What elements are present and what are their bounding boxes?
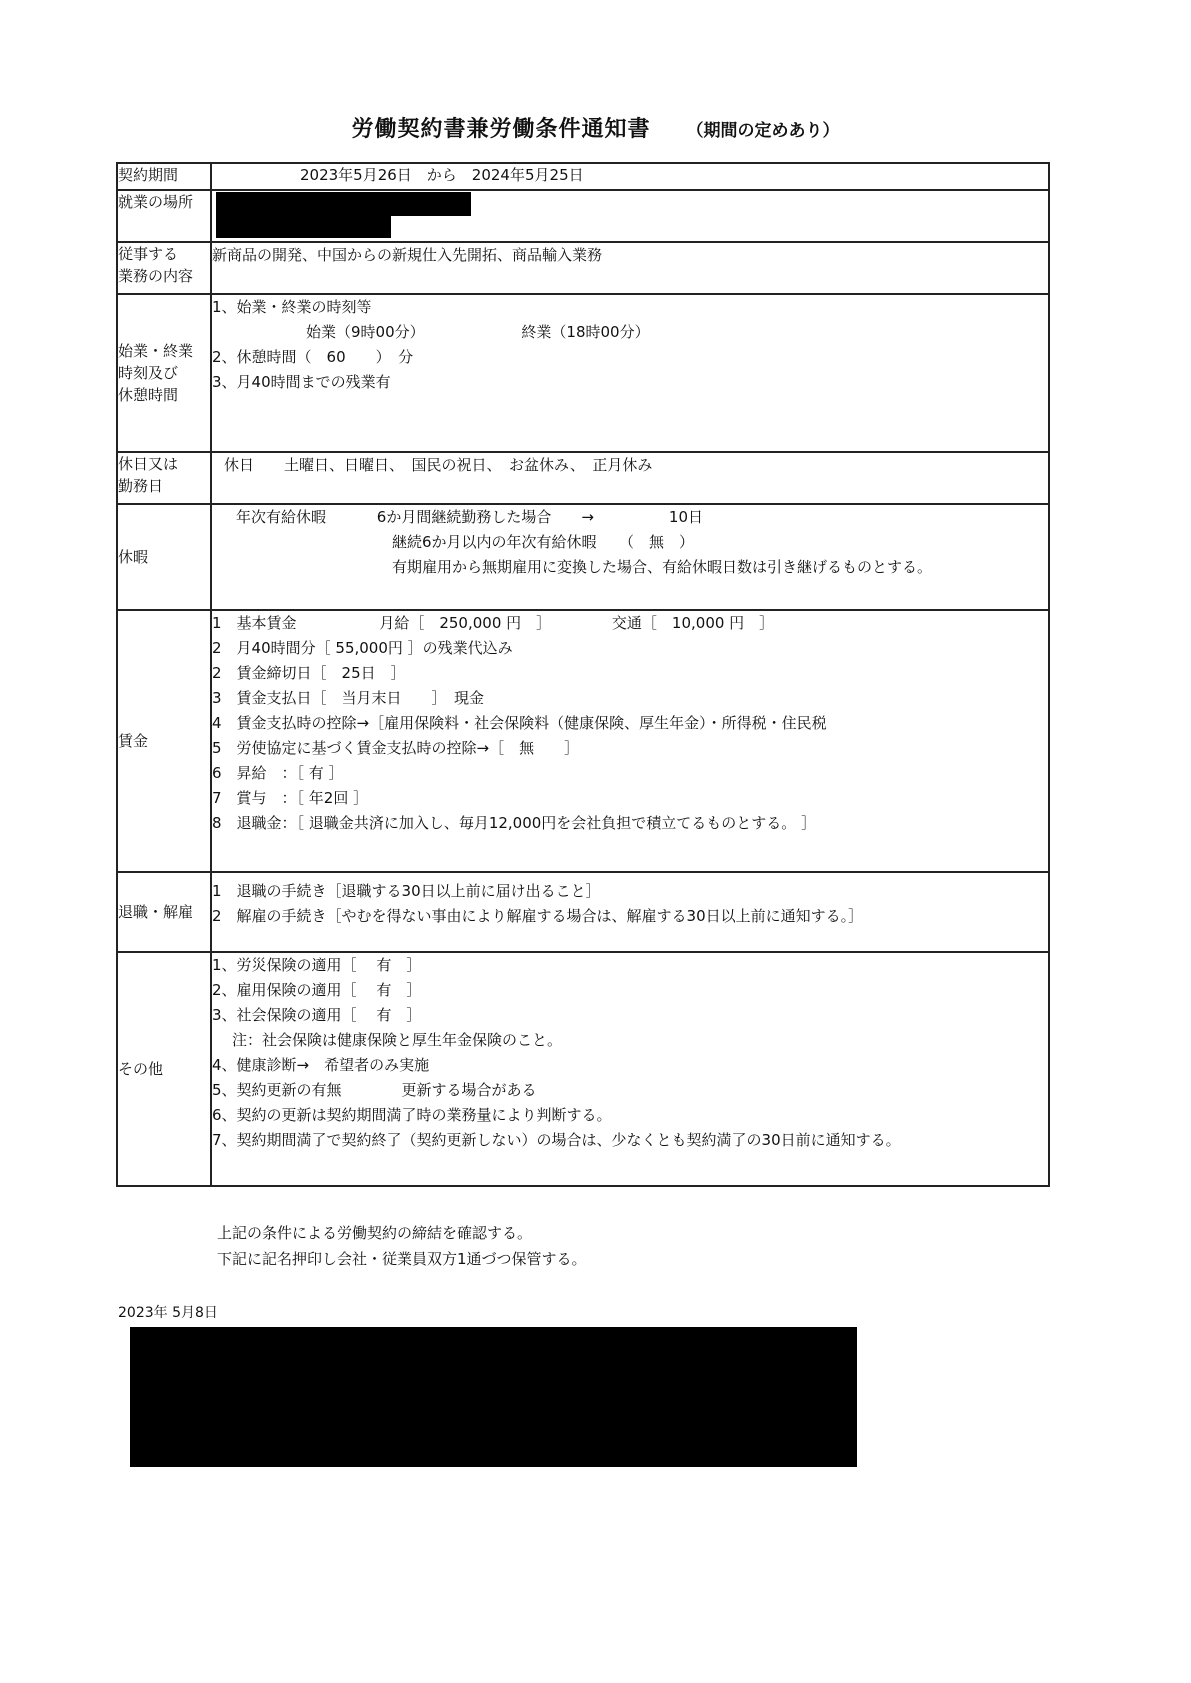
duty-value: 新商品の開発、中国からの新規仕入先開拓、商品輸入業務 <box>212 246 603 264</box>
hours-end: 終業（18時00分） <box>521 323 650 341</box>
leave-annual-label: 年次有給休暇 <box>236 508 327 526</box>
document-title: 労働契約書兼労働条件通知書 <box>351 116 651 142</box>
row-other <box>117 952 1049 1186</box>
wage-line-7: 6 昇給 ：［ 有 ］ <box>212 764 344 782</box>
other-line-4: 注：社会保険は健康保険と厚生年金保険のこと。 <box>232 1031 563 1049</box>
confirmation-line-2: 下記に記名押印し会社・従業員双方1通づつ保管する。 <box>217 1250 587 1268</box>
contract-period-value: 2023年5月26日 から 2024年5月25日 <box>300 166 584 184</box>
label-duty-2: 業務の内容 <box>118 267 194 285</box>
label-leave: 休暇 <box>117 504 211 610</box>
redaction-block-signatures <box>130 1327 857 1467</box>
label-hours-1: 始業・終業 <box>118 342 194 360</box>
work-place-value <box>211 190 1049 242</box>
row-working-hours <box>117 294 1049 452</box>
label-holiday-1: 休日又は <box>118 455 179 473</box>
leave-line-3: 有期雇用から無期雇用に変換した場合、有給休暇日数は引き継げるものとする。 <box>392 558 933 576</box>
hours-start: 始業（9時00分） <box>306 323 425 341</box>
wage-line-2: 2 月40時間分［ 55,000円 ］の残業代込み <box>212 639 513 657</box>
hours-line-4: 3、月40時間までの残業有 <box>212 373 391 391</box>
confirmation-line-1: 上記の条件による労働契約の締結を確認する。 <box>217 1224 533 1242</box>
retire-line-2: 2 解雇の手続き［やむを得ない事由により解雇する場合は、解雇する30日以上前に通知する。］ <box>212 907 864 925</box>
document-subtitle: （期間の定めあり） <box>686 121 840 141</box>
signing-date: 2023年 5月8日 <box>118 1305 218 1321</box>
retire-line-1: 1 退職の手続き［退職する30日以上前に届け出ること］ <box>212 882 601 900</box>
other-line-7: 6、契約の更新は契約期間満了時の業務量により判断する。 <box>212 1106 612 1124</box>
wage-monthly: 月給［ 250,000 円 ］ <box>379 614 552 632</box>
other-line-3: 3、社会保険の適用［ 有 ］ <box>212 1006 422 1024</box>
label-holiday-2: 勤務日 <box>118 477 164 495</box>
row-wage <box>117 610 1049 872</box>
label-hours-3: 休憩時間 <box>118 386 179 404</box>
label-hours-2: 時刻及び <box>118 364 179 382</box>
row-leave <box>117 504 1049 610</box>
row-contract-period <box>117 163 1049 190</box>
hours-line-3: 2、休憩時間（ 60 ） 分 <box>212 348 414 366</box>
document-header <box>0 112 1191 143</box>
leave-line-2: 継続6か月以内の年次有給休暇 （ 無 ） <box>392 533 695 551</box>
label-work-place: 就業の場所 <box>117 190 211 242</box>
label-retirement: 退職・解雇 <box>117 872 211 952</box>
wage-line-9: 8 退職金：［ 退職金共済に加入し、毎月12,000円を会社負担で積立てるものとする。 ］ <box>212 814 817 832</box>
row-retirement <box>117 872 1049 952</box>
other-line-1: 1、労災保険の適用［ 有 ］ <box>212 956 422 974</box>
leave-annual-condition: 6か月間継続勤務した場合 → 10日 <box>376 508 703 526</box>
wage-line-4: 3 賃金支払日［ 当月末日 ］ 現金 <box>212 689 485 707</box>
redaction-block-place-1 <box>216 192 471 216</box>
contract-table <box>116 162 1050 1187</box>
label-contract-period: 契約期間 <box>117 163 211 190</box>
label-other: その他 <box>117 952 211 1186</box>
label-duty-1: 従事する <box>118 245 179 263</box>
other-line-6: 5、契約更新の有無 更新する場合がある <box>212 1081 537 1099</box>
label-wage: 賃金 <box>117 610 211 872</box>
other-line-2: 2、雇用保険の適用［ 有 ］ <box>212 981 422 999</box>
redaction-block-place-2 <box>216 216 391 238</box>
wage-line-6: 5 労使協定に基づく賃金支払時の控除→［ 無 ］ <box>212 739 580 757</box>
wage-basic-label: 1 基本賃金 <box>212 614 297 632</box>
wage-line-5: 4 賃金支払時の控除→［雇用保険料・社会保険料（健康保険、厚生年金）・所得税・住民税 <box>212 714 827 732</box>
holiday-value: 休日 土曜日、日曜日、 国民の祝日、 お盆休み、 正月休み <box>224 456 653 474</box>
wage-line-3: 2 賃金締切日［ 25日 ］ <box>212 664 406 682</box>
row-duty <box>117 242 1049 294</box>
other-line-8: 7、契約期間満了で契約終了（契約更新しない）の場合は、少なくとも契約満了の30日前に通知する。 <box>212 1131 901 1149</box>
row-holiday <box>117 452 1049 504</box>
hours-line-1: 1、始業・終業の時刻等 <box>212 298 372 316</box>
confirmation-text <box>217 1220 587 1272</box>
wage-transport: 交通［ 10,000 円 ］ <box>611 614 775 632</box>
row-work-place <box>117 190 1049 242</box>
other-line-5: 4、健康診断→ 希望者のみ実施 <box>212 1056 430 1074</box>
wage-line-8: 7 賞与 ：［ 年2回 ］ <box>212 789 369 807</box>
